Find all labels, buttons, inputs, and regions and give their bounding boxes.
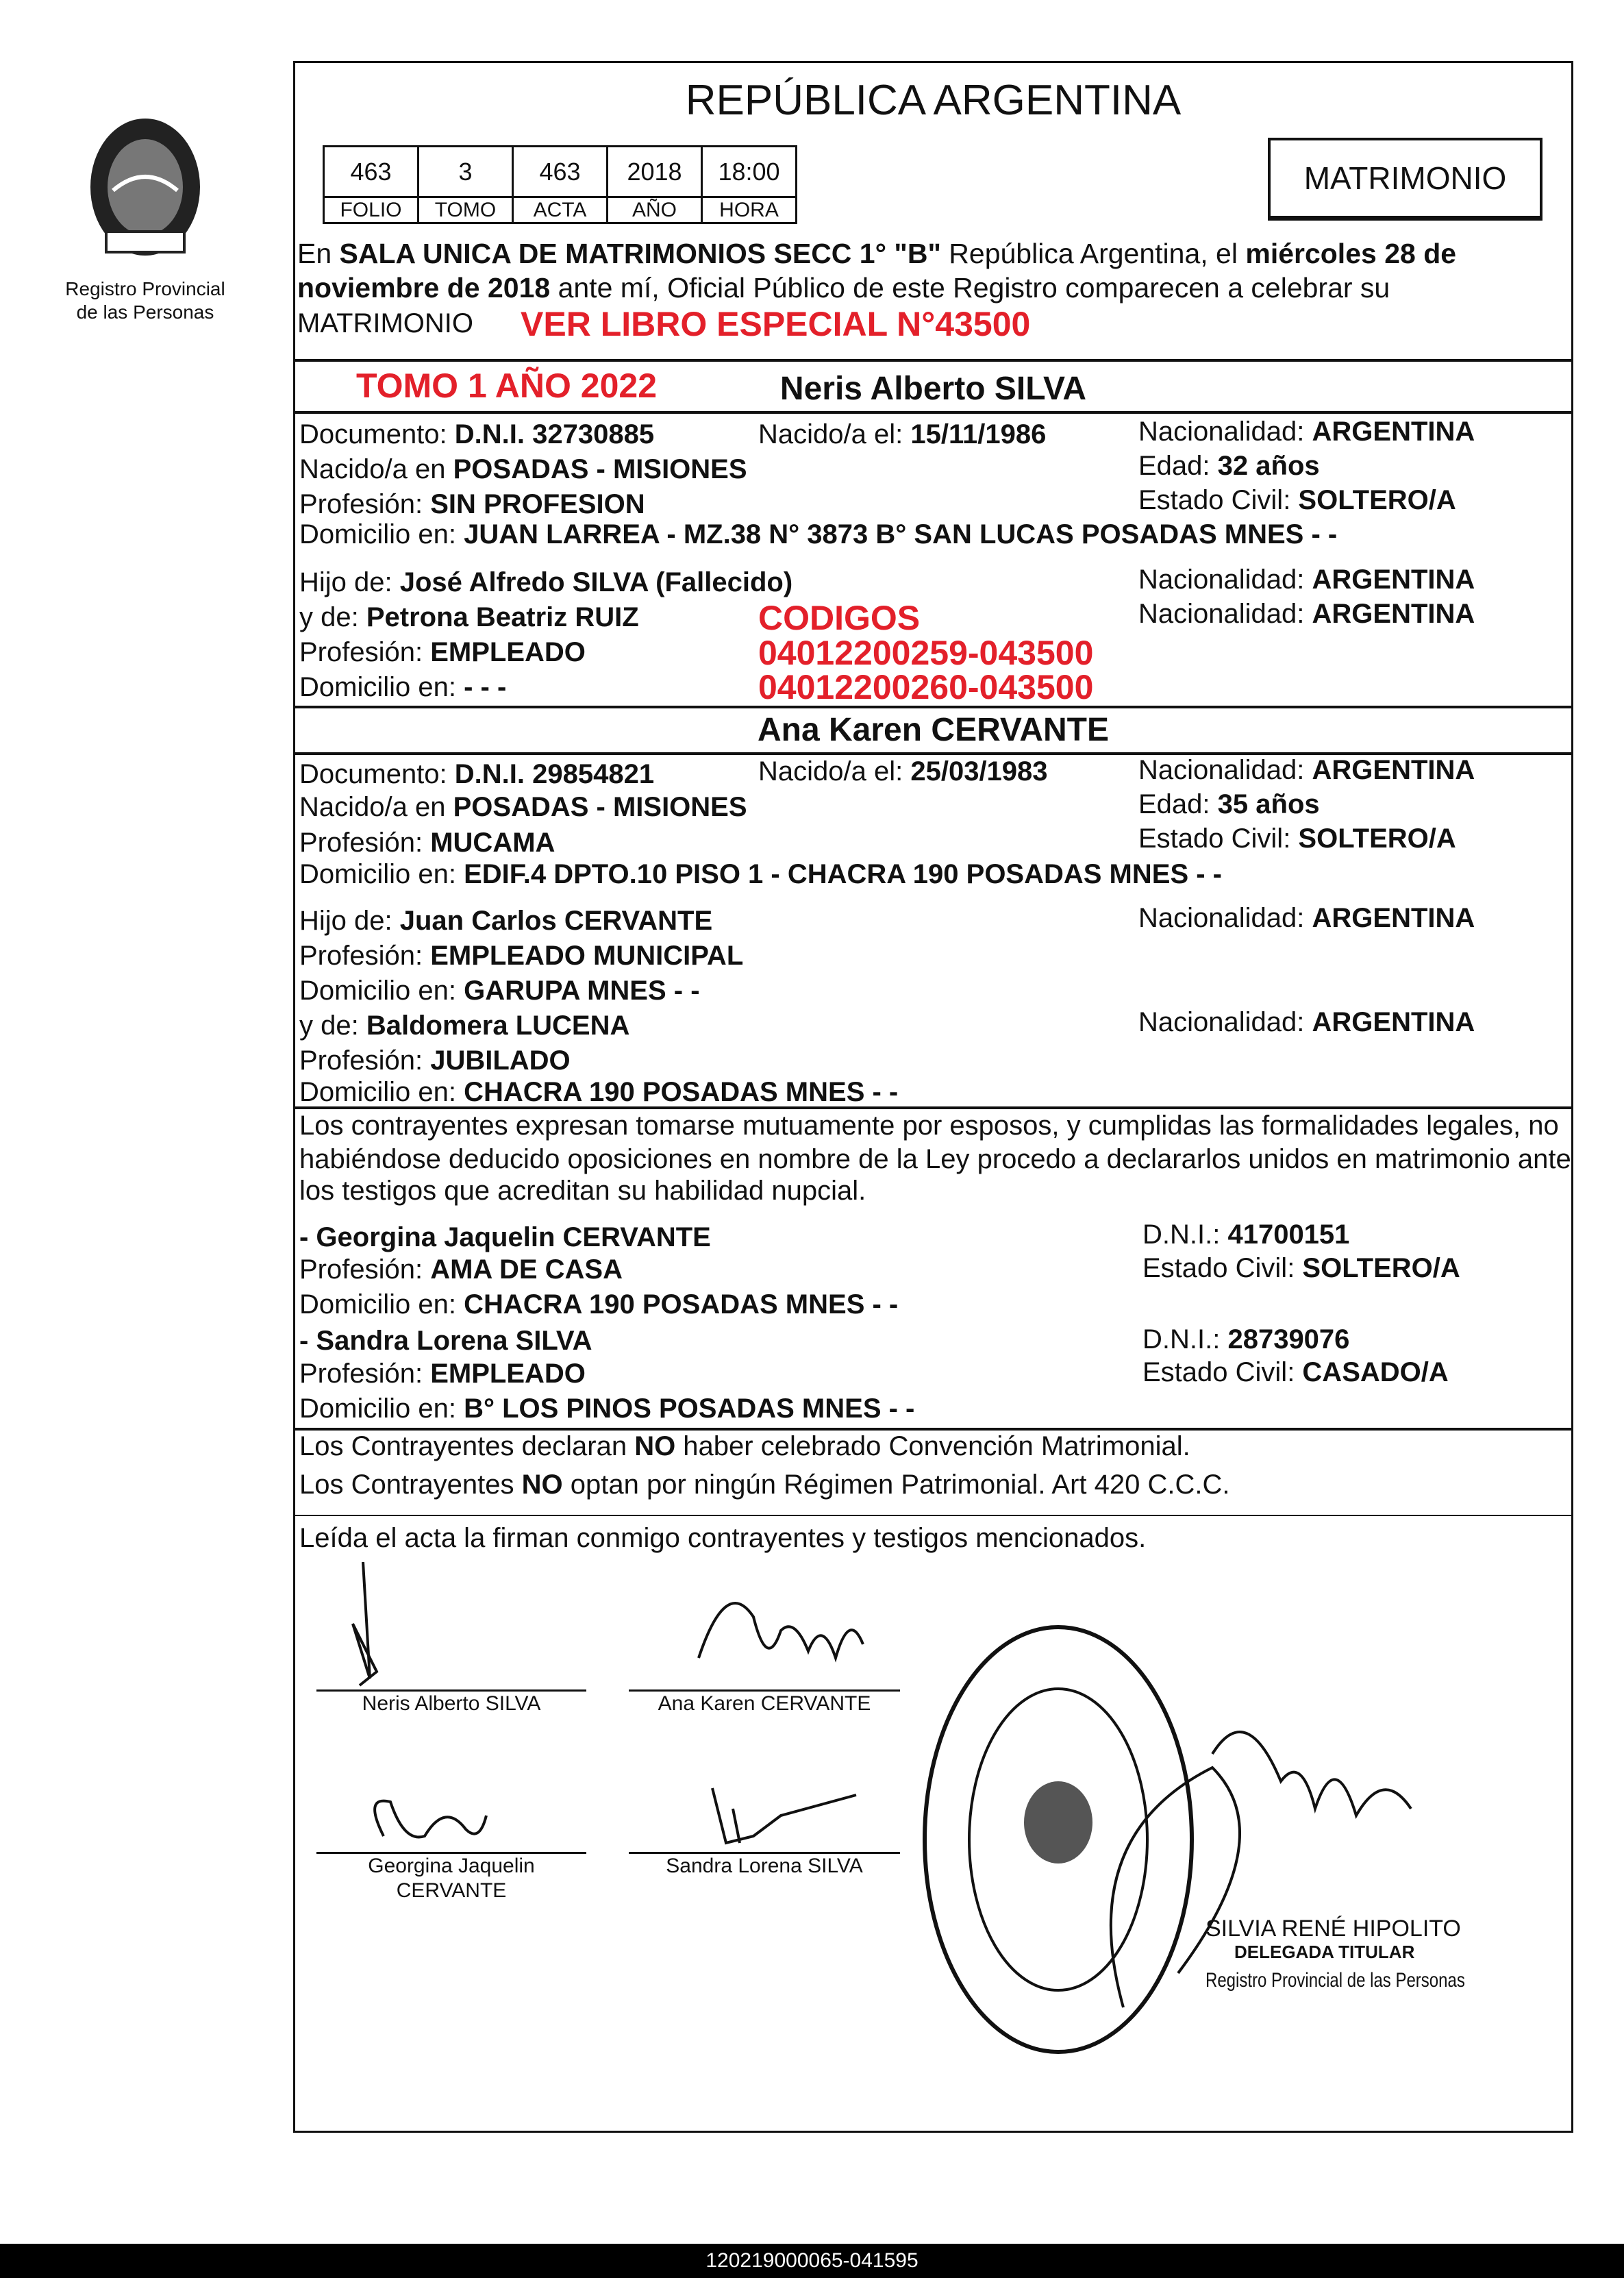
witness1-profession: Profesión: AMA DE CASA <box>299 1254 623 1285</box>
intro-line-1: En SALA UNICA DE MATRIMONIOS SECC 1° "B" República Argentina, el miércoles 28 de <box>297 238 1457 269</box>
p2-birthdate: Nacido/a el: 25/03/1983 <box>758 756 1048 787</box>
signature-label: Ana Karen CERVANTE <box>658 1692 871 1715</box>
p2-father-profession: Profesión: EMPLEADO MUNICIPAL <box>299 941 744 971</box>
year-label: AÑO <box>608 197 702 223</box>
regime-statement: Los Contrayentes NO optan por ningún Régimen Patrimonial. Art 420 C.C.C. <box>299 1470 1230 1500</box>
declaration-line: habiéndose deducido oposiciones en nombre de la Ley procedo a declararlos unidos en matrimonio ante <box>299 1144 1571 1174</box>
p2-age: Edad: 35 años <box>1138 789 1320 819</box>
signature-label: CERVANTE <box>396 1879 507 1902</box>
record-table <box>323 145 797 224</box>
p2-mother: y de: Baldomera LUCENA <box>299 1011 630 1041</box>
p1-mother: y de: Petrona Beatriz RUIZ <box>299 602 639 632</box>
reading-statement: Leída el acta la firman conmigo contrayentes y testigos mencionados. <box>299 1523 1147 1553</box>
folio-value: 463 <box>324 147 419 197</box>
page-title: REPÚBLICA ARGENTINA <box>685 77 1182 124</box>
tomo-label: TOMO <box>419 197 513 223</box>
p1-father-nationality: Nacionalidad: ARGENTINA <box>1138 565 1475 595</box>
p2-civil-status: Estado Civil: SOLTERO/A <box>1138 824 1456 854</box>
witness1-name: - Georgina Jaquelin CERVANTE <box>299 1222 711 1252</box>
logo-caption: Registro Provincial <box>65 278 225 299</box>
p1-parent-address: Domicilio en: - - - <box>299 672 507 702</box>
overlay-code: 04012200259-043500 <box>758 634 1094 672</box>
p2-document: Documento: D.N.I. 29854821 <box>299 759 655 789</box>
p2-father: Hijo de: Juan Carlos CERVANTE <box>299 906 713 936</box>
overlay-annotation: VER LIBRO ESPECIAL N°43500 <box>521 305 1031 343</box>
signature-label: Neris Alberto SILVA <box>362 1692 541 1715</box>
p2-mother-address: Domicilio en: CHACRA 190 POSADAS MNES - - <box>299 1077 899 1107</box>
spouse1-name: Neris Alberto SILVA <box>779 371 1087 407</box>
p1-father: Hijo de: José Alfredo SILVA (Fallecido) <box>299 567 793 597</box>
tomo-value: 3 <box>419 147 513 197</box>
overlay-annotation: TOMO 1 AÑO 2022 <box>356 367 658 405</box>
acta-value: 463 <box>513 147 608 197</box>
witness2-dni: D.N.I.: 28739076 <box>1142 1324 1350 1354</box>
intro-line-2: noviembre de 2018 ante mí, Oficial Público de este Registro comparecen a celebrar su <box>297 272 1390 304</box>
overlay-annotation: CODIGOS <box>758 599 921 637</box>
p1-mother-nationality: Nacionalidad: ARGENTINA <box>1138 599 1475 629</box>
p1-address: Domicilio en: JUAN LARREA - MZ.38 N° 3873 B° SAN LUCAS POSADAS MNES - - <box>299 519 1338 549</box>
witness1-civil: Estado Civil: SOLTERO/A <box>1142 1253 1460 1283</box>
official-org: Registro Provincial de las Personas <box>1205 1969 1465 1992</box>
convention-statement: Los Contrayentes declaran NO haber celebrado Convención Matrimonial. <box>299 1431 1190 1461</box>
signature-label: Sandra Lorena SILVA <box>666 1855 863 1877</box>
declaration-line: Los contrayentes expresan tomarse mutuamente por esposos, y cumplidas las formalidades legales, no <box>299 1111 1559 1141</box>
p1-birthdate: Nacido/a el: 15/11/1986 <box>758 419 1047 449</box>
folio-label: FOLIO <box>324 197 419 223</box>
p1-civil-status: Estado Civil: SOLTERO/A <box>1138 485 1456 515</box>
logo-caption: de las Personas <box>76 301 214 323</box>
official-role: DELEGADA TITULAR <box>1234 1942 1415 1962</box>
p2-father-nationality: Nacionalidad: ARGENTINA <box>1138 903 1475 933</box>
spouse2-name: Ana Karen CERVANTE <box>758 712 1109 748</box>
hour-label: HORA <box>702 197 797 223</box>
province-seal-logo <box>65 101 225 269</box>
p1-parent-profession: Profesión: EMPLEADO <box>299 637 586 667</box>
official-stamp-seal <box>918 1617 1199 2065</box>
p2-profession: Profesión: MUCAMA <box>299 828 555 858</box>
witness2-name: - Sandra Lorena SILVA <box>299 1326 592 1356</box>
p2-mother-nationality: Nacionalidad: ARGENTINA <box>1138 1007 1475 1037</box>
overlay-code: 04012200260-043500 <box>758 668 1094 706</box>
p2-birthplace: Nacido/a en POSADAS - MISIONES <box>299 792 747 822</box>
witness1-dni: D.N.I.: 41700151 <box>1142 1220 1350 1250</box>
year-value: 2018 <box>608 147 702 197</box>
intro-line-3: MATRIMONIO <box>297 308 474 338</box>
act-type-box: MATRIMONIO <box>1268 138 1542 221</box>
witness2-address: Domicilio en: B° LOS PINOS POSADAS MNES - - <box>299 1394 915 1424</box>
p2-nationality: Nacionalidad: ARGENTINA <box>1138 755 1475 785</box>
witness1-address: Domicilio en: CHACRA 190 POSADAS MNES - - <box>299 1289 899 1320</box>
p1-profession: Profesión: SIN PROFESION <box>299 489 645 519</box>
p2-address: Domicilio en: EDIF.4 DPTO.10 PISO 1 - CHACRA 190 POSADAS MNES - - <box>299 859 1222 889</box>
witness2-profession: Profesión: EMPLEADO <box>299 1359 586 1389</box>
acta-label: ACTA <box>513 197 608 223</box>
p1-nationality: Nacionalidad: ARGENTINA <box>1138 417 1475 447</box>
hour-value: 18:00 <box>702 147 797 197</box>
p2-father-address: Domicilio en: GARUPA MNES - - <box>299 976 700 1006</box>
declaration-line: los testigos que acreditan su habilidad nupcial. <box>299 1176 866 1206</box>
p1-birthplace: Nacido/a en POSADAS - MISIONES <box>299 454 747 484</box>
p1-age: Edad: 32 años <box>1138 451 1320 481</box>
official-name: SILVIA RENÉ HIPOLITO <box>1205 1916 1461 1942</box>
witness2-civil: Estado Civil: CASADO/A <box>1142 1357 1449 1387</box>
footer-barcode-text: 120219000065-041595 <box>0 2244 1624 2278</box>
p1-document: Documento: D.N.I. 32730885 <box>299 419 655 449</box>
p2-mother-profession: Profesión: JUBILADO <box>299 1045 571 1076</box>
signature-label: Georgina Jaquelin <box>368 1855 535 1877</box>
